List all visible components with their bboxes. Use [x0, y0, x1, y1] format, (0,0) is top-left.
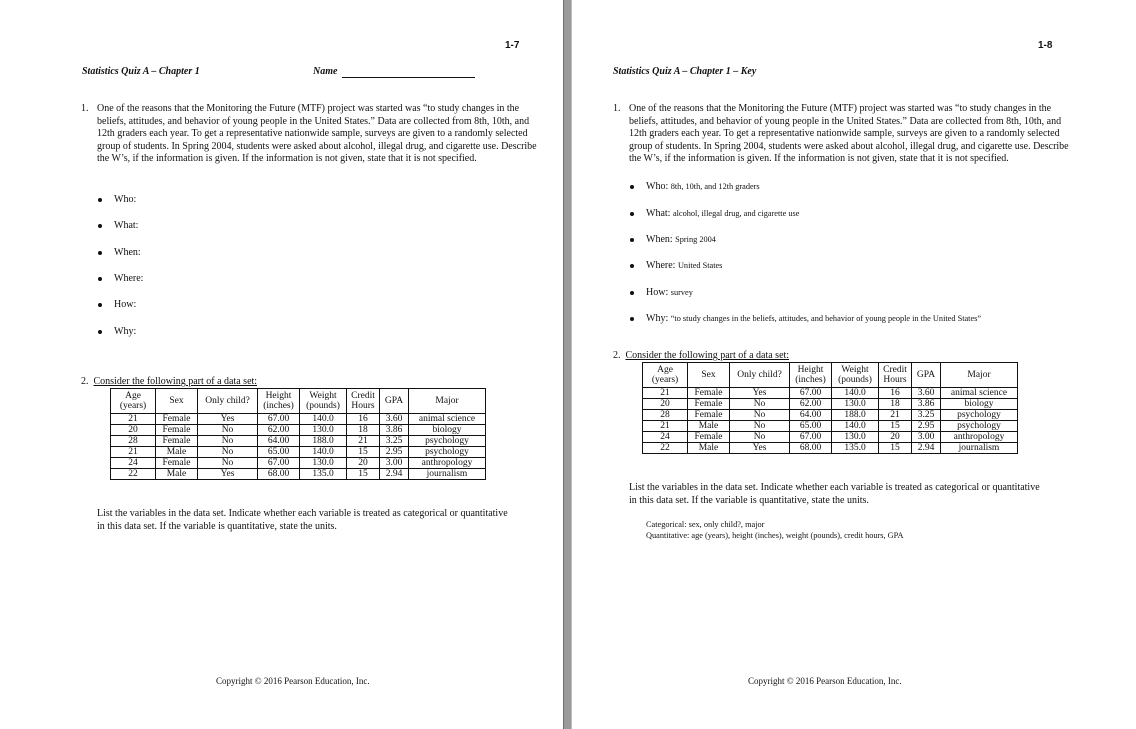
question-text: Consider the following part of a data set:	[625, 350, 790, 361]
table-cell: No	[198, 436, 258, 447]
header-cell: Major	[409, 389, 486, 414]
bullet-why: Why:	[114, 326, 136, 337]
table-cell: 3.00	[380, 458, 409, 469]
answer-when: When: Spring 2004	[646, 234, 716, 245]
table-cell: 18	[879, 399, 912, 410]
table-cell: 24	[111, 458, 156, 469]
copyright: Copyright © 2016 Pearson Education, Inc.	[216, 676, 370, 686]
table-cell: 130.0	[832, 432, 879, 443]
table-cell: 3.86	[380, 425, 409, 436]
page-title: Statistics Quiz A – Chapter 1 – Key	[613, 66, 757, 77]
table-cell: No	[730, 399, 790, 410]
table-cell: 15	[347, 469, 380, 480]
table-cell: 18	[347, 425, 380, 436]
table-header-row	[111, 389, 486, 414]
table-row	[643, 410, 1018, 421]
table-cell: 21	[643, 388, 688, 399]
table-cell: 140.0	[832, 421, 879, 432]
table-cell: psychology	[409, 436, 486, 447]
table-cell: 130.0	[300, 458, 347, 469]
header-cell: Only child?	[730, 363, 790, 388]
header-cell: Weight (pounds)	[300, 389, 347, 414]
header-cell: Age (years)	[643, 363, 688, 388]
bullet-what: What:	[114, 220, 138, 231]
answer-quantitative: Quantitative: age (years), height (inches), weight (pounds), credit hours, GPA	[646, 531, 904, 540]
answer-how: How: survey	[646, 287, 693, 298]
table-cell: 16	[879, 388, 912, 399]
table-cell: 21	[111, 414, 156, 425]
table-cell: 3.25	[380, 436, 409, 447]
table-cell: 3.60	[912, 388, 941, 399]
table-cell: Male	[688, 443, 730, 454]
table-cell: Yes	[198, 469, 258, 480]
table-cell: 21	[879, 410, 912, 421]
table-cell: Female	[156, 458, 198, 469]
header-cell: GPA	[380, 389, 409, 414]
answer-categorical: Categorical: sex, only child?, major	[646, 520, 765, 529]
table-cell: Yes	[730, 388, 790, 399]
instructions: List the variables in the data set. Indicate whether each variable is treated as categorical or quantitative in this data set. If the variable is quantitative, state the units.	[629, 482, 1040, 506]
table-cell: anthropology	[409, 458, 486, 469]
bullet-who: Who:	[114, 194, 136, 205]
page-title: Statistics Quiz A – Chapter 1	[82, 66, 200, 77]
question-2: 2. Consider the following part of a data set:	[81, 376, 258, 387]
answer-why: Why: “to study changes in the beliefs, attitudes, and behavior of young people in the United States”	[646, 313, 981, 324]
header-cell: Height (inches)	[258, 389, 300, 414]
answer-key-page	[572, 0, 1136, 729]
table-cell: Male	[156, 469, 198, 480]
table-cell: Male	[156, 447, 198, 458]
question-number: 1.	[81, 103, 89, 114]
table-row	[643, 432, 1018, 443]
table-cell: 65.00	[258, 447, 300, 458]
instructions: List the variables in the data set. Indicate whether each variable is treated as categorical or quantitative in this data set. If the variable is quantitative, state the units.	[97, 508, 508, 532]
table-cell: 15	[879, 421, 912, 432]
table-cell: 21	[111, 447, 156, 458]
question-1	[81, 103, 537, 166]
question-1	[613, 103, 1069, 166]
table-cell: 188.0	[300, 436, 347, 447]
data-table	[110, 388, 486, 480]
bullet-how: How:	[114, 299, 136, 310]
table-cell: psychology	[941, 421, 1018, 432]
table-cell: 3.25	[912, 410, 941, 421]
table-row	[111, 469, 486, 480]
table-cell: 2.94	[380, 469, 409, 480]
header-cell: Sex	[156, 389, 198, 414]
table-cell: 67.00	[790, 432, 832, 443]
table-cell: Yes	[198, 414, 258, 425]
table-cell: 68.00	[790, 443, 832, 454]
question-2: 2. Consider the following part of a data set:	[613, 350, 790, 361]
name-label: Name	[313, 66, 338, 77]
table-cell: 65.00	[790, 421, 832, 432]
table-cell: 130.0	[300, 425, 347, 436]
table-cell: Female	[156, 414, 198, 425]
question-number: 1.	[613, 103, 621, 114]
answer-who: Who: 8th, 10th, and 12th graders	[646, 181, 760, 192]
table-row	[643, 421, 1018, 432]
table-cell: No	[198, 425, 258, 436]
table-cell: Female	[156, 425, 198, 436]
table-cell: biology	[409, 425, 486, 436]
name-line	[342, 77, 475, 78]
table-row	[111, 425, 486, 436]
header-cell: Credit Hours	[347, 389, 380, 414]
table-cell: No	[198, 458, 258, 469]
table-cell: 2.95	[380, 447, 409, 458]
table-cell: 24	[643, 432, 688, 443]
table-row	[111, 414, 486, 425]
table-cell: 62.00	[790, 399, 832, 410]
table-cell: Female	[688, 432, 730, 443]
table-cell: 28	[111, 436, 156, 447]
table-cell: journalism	[941, 443, 1018, 454]
page-gutter	[563, 0, 572, 729]
table-cell: anthropology	[941, 432, 1018, 443]
table-cell: 22	[111, 469, 156, 480]
table-cell: No	[730, 410, 790, 421]
table-row	[643, 399, 1018, 410]
table-row	[643, 388, 1018, 399]
table-cell: 2.94	[912, 443, 941, 454]
table-cell: 3.00	[912, 432, 941, 443]
table-cell: psychology	[409, 447, 486, 458]
table-row	[111, 458, 486, 469]
table-cell: 3.60	[380, 414, 409, 425]
table-cell: Male	[688, 421, 730, 432]
page-number: 1-7	[505, 40, 520, 51]
table-cell: No	[730, 432, 790, 443]
table-cell: 64.00	[790, 410, 832, 421]
table-cell: 67.00	[790, 388, 832, 399]
page-number: 1-8	[1038, 40, 1053, 51]
question-text: One of the reasons that the Monitoring the Future (MTF) project was started was “to study changes in the beliefs, attitudes, and behavior of young people in the United States.” Data are collected from 8th, 10th, and 12th graders each year. To get a representative nationwide sample, surveys are given to a randomly selected group of students. In Spring 2004, students were asked about alcohol, illegal drug, and cigarette use. Describe the W’s, if the information is given. If the information is not given, state that it is not specified.	[629, 103, 1069, 165]
table-cell: 188.0	[832, 410, 879, 421]
table-cell: Yes	[730, 443, 790, 454]
table-cell: 2.95	[912, 421, 941, 432]
table-cell: 21	[347, 436, 380, 447]
header-cell: GPA	[912, 363, 941, 388]
table-cell: 135.0	[300, 469, 347, 480]
table-cell: 62.00	[258, 425, 300, 436]
table-cell: No	[198, 447, 258, 458]
table-cell: 64.00	[258, 436, 300, 447]
header-cell: Sex	[688, 363, 730, 388]
header-cell: Credit Hours	[879, 363, 912, 388]
table-cell: 16	[347, 414, 380, 425]
quiz-page	[0, 0, 563, 729]
table-cell: 68.00	[258, 469, 300, 480]
table-row	[111, 436, 486, 447]
table-cell: animal science	[409, 414, 486, 425]
table-cell: 67.00	[258, 414, 300, 425]
bullet-when: When:	[114, 247, 141, 258]
table-cell: 140.0	[300, 447, 347, 458]
table-row	[111, 447, 486, 458]
question-text: One of the reasons that the Monitoring the Future (MTF) project was started was “to study changes in the beliefs, attitudes, and behavior of young people in the United States.” Data are collected from 8th, 10th, and 12th graders each year. To get a representative nationwide sample, surveys are given to a randomly selected group of students. In Spring 2004, students were asked about alcohol, illegal drug, and cigarette use. Describe the W’s, if the information is given. If the information is not given, state that it is not specified.	[97, 103, 537, 165]
table-cell: 135.0	[832, 443, 879, 454]
table-cell: journalism	[409, 469, 486, 480]
header-cell: Only child?	[198, 389, 258, 414]
table-cell: 28	[643, 410, 688, 421]
table-cell: 20	[879, 432, 912, 443]
table-cell: 130.0	[832, 399, 879, 410]
data-table	[642, 362, 1018, 454]
table-cell: 140.0	[300, 414, 347, 425]
copyright: Copyright © 2016 Pearson Education, Inc.	[748, 676, 902, 686]
table-cell: 67.00	[258, 458, 300, 469]
table-cell: psychology	[941, 410, 1018, 421]
header-cell: Age (years)	[111, 389, 156, 414]
table-cell: 15	[879, 443, 912, 454]
table-cell: 21	[643, 421, 688, 432]
header-cell: Major	[941, 363, 1018, 388]
answer-where: Where: United States	[646, 260, 722, 271]
table-cell: 22	[643, 443, 688, 454]
answer-what: What: alcohol, illegal drug, and cigarette use	[646, 208, 799, 219]
table-cell: 3.86	[912, 399, 941, 410]
table-cell: Female	[156, 436, 198, 447]
table-cell: Female	[688, 399, 730, 410]
table-row	[643, 443, 1018, 454]
table-cell: 20	[643, 399, 688, 410]
question-text: Consider the following part of a data set:	[93, 376, 258, 387]
bullet-where: Where:	[114, 273, 143, 284]
table-cell: 15	[347, 447, 380, 458]
table-cell: No	[730, 421, 790, 432]
table-header-row	[643, 363, 1018, 388]
header-cell: Height (inches)	[790, 363, 832, 388]
table-cell: animal science	[941, 388, 1018, 399]
table-cell: 20	[347, 458, 380, 469]
table-cell: 140.0	[832, 388, 879, 399]
table-cell: 20	[111, 425, 156, 436]
table-cell: Female	[688, 388, 730, 399]
table-cell: Female	[688, 410, 730, 421]
table-cell: biology	[941, 399, 1018, 410]
header-cell: Weight (pounds)	[832, 363, 879, 388]
